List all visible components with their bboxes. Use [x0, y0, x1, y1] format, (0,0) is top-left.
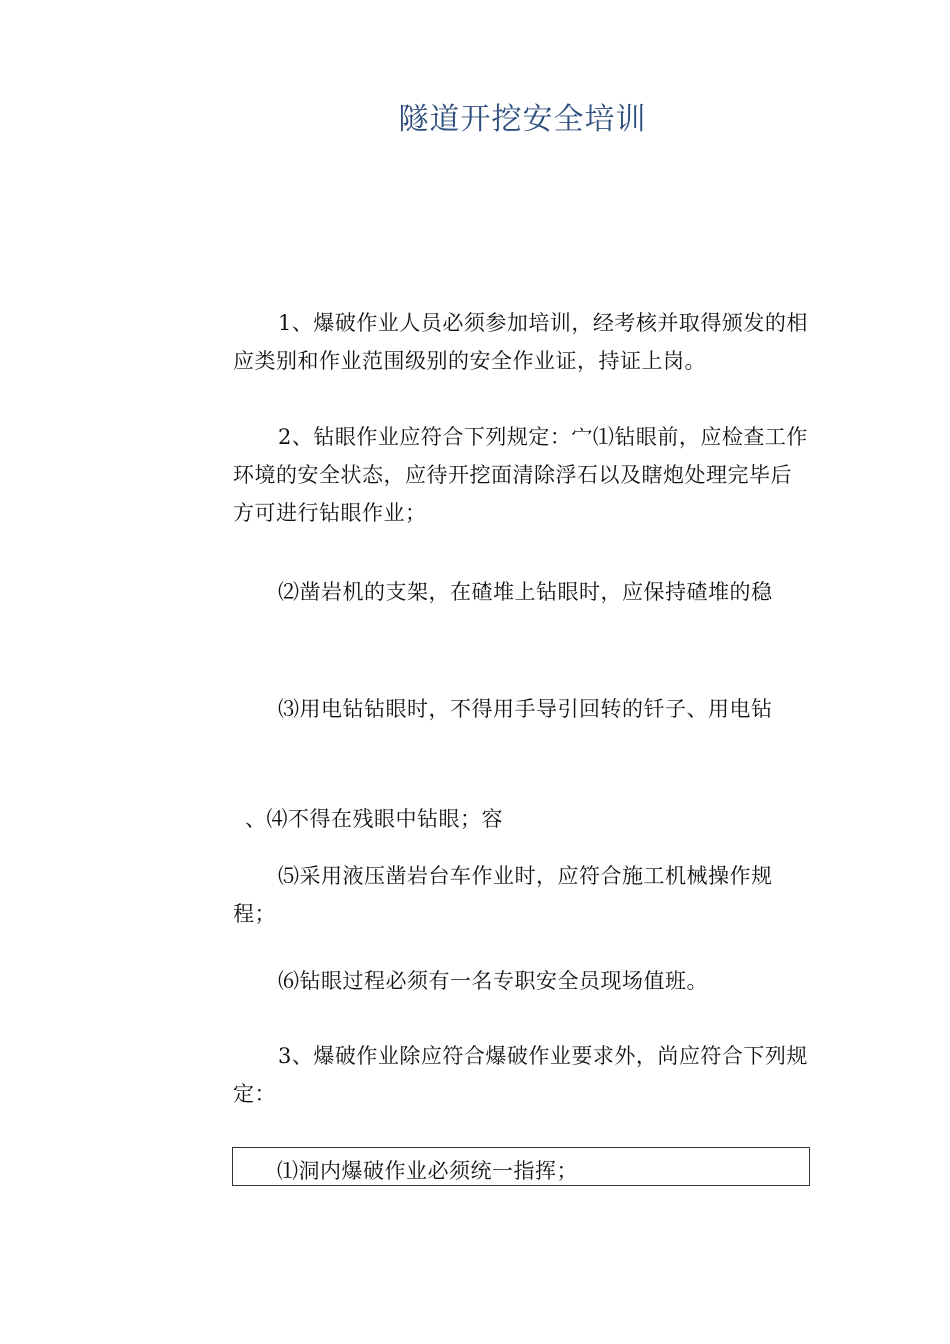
paragraph-2: 2、钻眼作业应符合下列规定：宀⑴钻眼前，应检查工作环境的安全状态，应待开挖面清除浮石以及瞎炮处理完毕后方可进行钻眼作业； — [233, 425, 808, 525]
paragraph-4: ⑶用电钻钻眼时，不得用手导引回转的钎子、用电钻 — [278, 697, 773, 721]
document-title: 隧道开挖安全培训 — [398, 102, 647, 137]
paragraph-7: ⑹钻眼过程必须有一名专职安全员现场值班。 — [278, 969, 708, 993]
paragraph-1: 1、爆破作业人员必须参加培训，经考核并取得颁发的相应类别和作业范围级别的安全作业证，持证上岗。 — [233, 311, 808, 373]
paragraph-9: ⑴洞内爆破作业必须统一指挥； — [277, 1159, 578, 1183]
paragraph-5: 、⑷不得在残眼中钻眼；容 — [245, 807, 503, 831]
paragraph-3: ⑵凿岩机的支架，在碴堆上钻眼时，应保持碴堆的稳 — [278, 580, 773, 604]
boxed-paragraph — [232, 1147, 810, 1186]
paragraph-8: 3、爆破作业除应符合爆破作业要求外，尚应符合下列规定： — [233, 1044, 808, 1106]
paragraph-6: ⑸采用液压凿岩台车作业时，应符合施工机械操作规程； — [233, 864, 773, 926]
